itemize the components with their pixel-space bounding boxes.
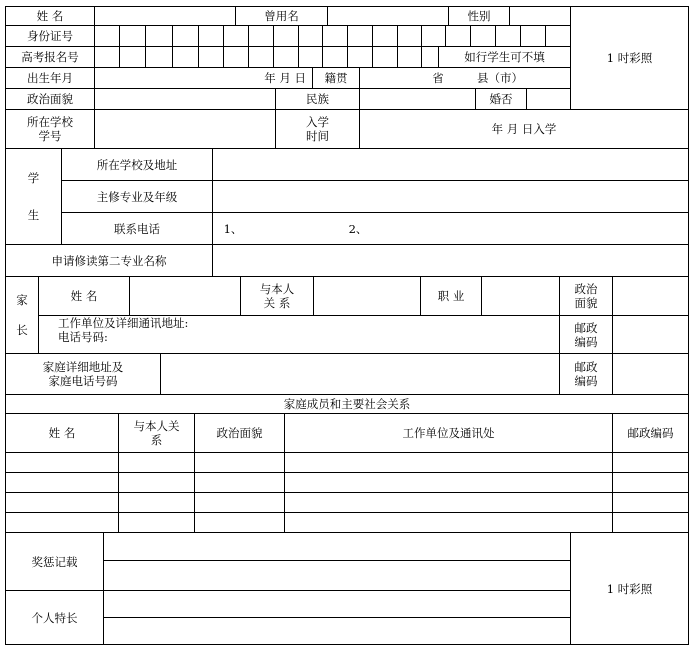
members-table-cell[interactable]: [195, 453, 284, 472]
photo-box-bottom: 1 吋彩照: [606, 582, 653, 596]
political-field[interactable]: [95, 89, 275, 109]
school-no-line1: 所在学校: [27, 115, 73, 129]
county-unit: 县（市）: [477, 71, 523, 85]
home-addr-line1: 家庭详细地址及: [42, 360, 124, 374]
vline: [359, 67, 360, 89]
parent-name-field[interactable]: [130, 277, 240, 315]
birth-label: 出生年月: [27, 71, 73, 85]
entry-date-field[interactable]: 年 月 日入学: [491, 122, 557, 136]
parent-name-label: 姓 名: [70, 289, 98, 303]
home-address-label: [6, 354, 160, 394]
home-postcode-label: [560, 354, 612, 394]
gender-label: 性别: [467, 9, 491, 23]
postcode-line1: 邮政: [574, 320, 598, 335]
native-place-label: 籍贯: [324, 71, 348, 85]
occupation-label: 职 业: [437, 289, 465, 303]
members-table-cell[interactable]: [119, 513, 194, 532]
members-table-cell[interactable]: [195, 513, 284, 532]
school-student-no-label: [6, 110, 94, 148]
members-table-cell[interactable]: [195, 473, 284, 492]
members-table-cell[interactable]: [613, 473, 688, 492]
political-label: 政治面貌: [27, 92, 73, 106]
reward-field[interactable]: [104, 534, 570, 590]
political-v1: 政治: [574, 282, 598, 296]
home-addr-line2: 家庭电话号码: [48, 374, 118, 388]
major-grade-field[interactable]: [213, 181, 688, 212]
members-table-cell[interactable]: [6, 493, 118, 512]
parent-section-label: [6, 277, 38, 353]
student-section-label: [6, 149, 61, 244]
former-name-field[interactable]: [328, 7, 448, 25]
members-table-cell[interactable]: [285, 473, 612, 492]
home-address-field[interactable]: [161, 354, 559, 394]
phone-1-field[interactable]: 1、: [223, 221, 243, 236]
entry-line2: 时间: [306, 129, 329, 143]
parent-relation-label: [241, 277, 313, 315]
school-address-label: 所在学校及地址: [96, 157, 178, 172]
ethnicity-field[interactable]: [360, 89, 475, 109]
specialty-label: 个人特长: [31, 610, 78, 625]
members-table-cell[interactable]: [285, 453, 612, 472]
id-card-digit-boxes[interactable]: [95, 26, 570, 46]
student-line2: 生: [27, 207, 40, 222]
work-postcode-label: [560, 316, 612, 353]
members-table-cell[interactable]: [613, 513, 688, 532]
members-table-cell[interactable]: [6, 473, 118, 492]
frame-bottom: [5, 644, 689, 645]
vline: [526, 88, 527, 110]
work-address-field[interactable]: [58, 316, 558, 353]
school-address-field[interactable]: [213, 149, 688, 180]
work-address-label: 工作单位及详细通讯地址:: [58, 316, 189, 330]
gender-field[interactable]: [510, 7, 570, 25]
family-members-title: 家庭成员和主要社会关系: [283, 397, 411, 411]
second-major-label: 申请修读第二专业名称: [51, 253, 167, 268]
tel-label: 电话号码:: [58, 330, 108, 344]
specialty-field[interactable]: [104, 591, 570, 644]
members-header-work: 工作单位及通讯处: [402, 426, 495, 440]
members-table-cell[interactable]: [119, 493, 194, 512]
postcode-line2: 编码: [574, 334, 598, 349]
birth-date-field[interactable]: 年 月 日: [264, 71, 306, 85]
members-table-cell[interactable]: [285, 513, 612, 532]
home-postcode-line1: 邮政: [574, 360, 598, 374]
members-table-cell[interactable]: [119, 453, 194, 472]
student-line1: 学: [27, 171, 40, 186]
exam-no-note: 如行学生可不填: [464, 50, 545, 64]
exam-no-digit-boxes[interactable]: [95, 47, 438, 67]
photo-box-top: 1 吋彩照: [606, 51, 653, 65]
members-header-relation: 与本人关系: [133, 419, 180, 447]
phone-label: 联系电话: [114, 221, 160, 236]
exam-no-label: 高考报名号: [21, 50, 79, 64]
id-card-label: 身份证号: [27, 29, 73, 43]
ethnicity-label: 民族: [306, 92, 329, 106]
major-grade-label: 主修专业及年级: [96, 189, 178, 204]
second-major-field[interactable]: [213, 245, 688, 276]
parent-political-label: [560, 277, 612, 315]
political-v2: 面貌: [574, 296, 598, 310]
parent-political-field[interactable]: [613, 277, 688, 315]
members-table-cell[interactable]: [6, 513, 118, 532]
name-label: 姓 名: [36, 9, 64, 23]
members-header-political: 政治面貌: [216, 426, 263, 440]
relation-line2: 关 系: [263, 296, 291, 310]
members-header-name: 姓 名: [48, 426, 76, 440]
work-postcode-field[interactable]: [613, 316, 688, 353]
province-unit: 省: [432, 71, 444, 85]
members-table-cell[interactable]: [119, 473, 194, 492]
relation-line1: 与本人: [259, 282, 295, 296]
marital-label: 婚否: [489, 92, 513, 106]
members-table-cell[interactable]: [6, 453, 118, 472]
reward-label: 奖惩记载: [31, 555, 78, 569]
occupation-field[interactable]: [482, 277, 559, 315]
members-row-line: [5, 532, 689, 533]
entry-line1: 入学: [306, 115, 329, 129]
school-student-no-field[interactable]: [95, 110, 275, 148]
phone-2-field[interactable]: 2、: [348, 221, 368, 236]
family-line2: 长: [16, 323, 28, 337]
name-field[interactable]: [95, 7, 235, 25]
school-no-line2: 学号: [38, 129, 62, 143]
members-table-cell[interactable]: [195, 493, 284, 512]
parent-relation-field[interactable]: [314, 277, 420, 315]
frame-right: [688, 6, 689, 645]
former-name-label: 曾用名: [264, 9, 299, 23]
home-postcode-field[interactable]: [613, 354, 688, 394]
members-header-postcode: 邮政编码: [627, 426, 674, 440]
members-table-cell[interactable]: [613, 493, 688, 512]
entry-time-label: [276, 110, 359, 148]
family-line1: 家: [16, 293, 28, 307]
home-postcode-line2: 编码: [574, 374, 598, 388]
members-table-cell[interactable]: [613, 453, 688, 472]
members-table-cell[interactable]: [285, 493, 612, 512]
